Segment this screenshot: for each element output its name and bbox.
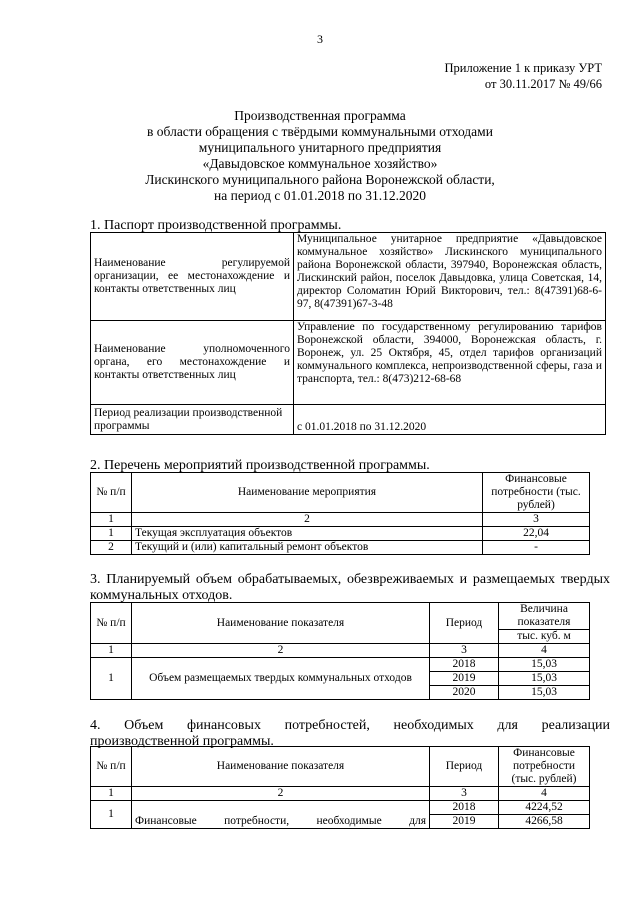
- header-name: Наименование мероприятия: [132, 473, 483, 513]
- title-line: на период с 01.01.2018 по 31.12.2020: [214, 188, 426, 203]
- table-row: [91, 527, 590, 541]
- row-num: 1: [91, 801, 132, 829]
- passport-value: Управление по государственному регулированию тарифов Воронежской области, 394000, Воронежская область, г. Воронеж, ул. 25 Октября, 45, отдел тарифов организаций коммунального комплекса, непроизводственной сферы, газа и транспорта, тел.: 8(473)212-68-68: [294, 321, 606, 405]
- table-row: [91, 658, 590, 672]
- row-year: 2019: [430, 672, 499, 686]
- header-period: Период: [430, 747, 499, 787]
- passport-value: с 01.01.2018 по 31.12.2020: [294, 405, 606, 435]
- passport-label: Наименование регулируемой организации, ее местонахождение и контакты ответственных лиц: [91, 233, 294, 321]
- table-header-row: [91, 473, 590, 513]
- measures-table: [90, 472, 590, 555]
- index-cell: 4: [499, 644, 590, 658]
- header-finance: Финансовые потребности (тыс. рублей): [483, 473, 590, 513]
- index-cell: 3: [430, 644, 499, 658]
- row-value: 22,04: [483, 527, 590, 541]
- section-1-title: 1. Паспорт производственной программы.: [90, 218, 342, 233]
- page-number: 3: [317, 32, 323, 46]
- header-name: Наименование показателя: [132, 747, 430, 787]
- title-word: финансовых: [186, 718, 261, 733]
- row-name: Финансовые потребности, необходимые для: [132, 801, 430, 829]
- index-cell: 2: [132, 787, 430, 801]
- index-cell: 2: [132, 644, 430, 658]
- title-line: Производственная программа: [234, 108, 406, 123]
- header-num: № п/п: [91, 747, 132, 787]
- index-cell: 1: [91, 787, 132, 801]
- title-line: муниципального унитарного предприятия: [198, 140, 442, 155]
- table-row: [91, 321, 606, 405]
- index-cell: 3: [483, 513, 590, 527]
- header-unit: тыс. куб. м: [499, 630, 590, 644]
- row-year: 2020: [430, 686, 499, 700]
- appendix-line-2: от 30.11.2017 № 49/66: [484, 77, 602, 91]
- appendix-note: [445, 60, 603, 92]
- index-cell: 1: [91, 644, 132, 658]
- title-line: Лискинского муниципального района Воронежской области,: [145, 172, 495, 187]
- title-word: Объем: [124, 718, 164, 733]
- row-value: -: [483, 541, 590, 555]
- row-name: Объем размещаемых твердых коммунальных отходов: [132, 658, 430, 700]
- row-num: 2: [91, 541, 132, 555]
- title-word: реализации: [541, 718, 610, 733]
- passport-label: Период реализации производственной программы: [91, 405, 294, 435]
- table-index-row: [91, 644, 590, 658]
- table-index-row: [91, 513, 590, 527]
- passport-value: Муниципальное унитарное предприятие «Давыдовское коммунальное хозяйство» Лискинского муниципального района Воронежской области, 397940, Воронежская область, Лискинский район, поселок Давыдовка, улица Советская, 14, директор Соломатин Юрий Викторович, тел.: 8(47391)68-6-97, 8(47391)67-3-48: [294, 233, 606, 321]
- title-line: в области обращения с твёрдыми коммунальными отходами: [147, 124, 493, 139]
- row-name: Текущая эксплуатация объектов: [132, 527, 483, 541]
- waste-volume-table: [90, 602, 590, 700]
- table-row: [91, 801, 590, 815]
- row-value: 15,03: [499, 672, 590, 686]
- index-cell: 1: [91, 513, 132, 527]
- header-finance: Финансовые потребности (тыс. рублей): [499, 747, 590, 787]
- header-value: Величина показателя: [499, 603, 590, 630]
- row-year: 2018: [430, 801, 499, 815]
- row-year: 2019: [430, 815, 499, 829]
- title-word: для: [497, 718, 518, 733]
- row-value: 4266,58: [499, 815, 590, 829]
- title-word: потребностей,: [284, 718, 370, 733]
- row-num: 1: [91, 527, 132, 541]
- title-word: необходимых: [393, 718, 474, 733]
- title-word: 4.: [90, 718, 101, 733]
- passport-table: [90, 232, 606, 435]
- table-header-row: [91, 747, 590, 787]
- row-value: 15,03: [499, 686, 590, 700]
- table-header-row: [91, 603, 590, 630]
- row-value: 4224,52: [499, 801, 590, 815]
- row-year: 2018: [430, 658, 499, 672]
- passport-label: Наименование уполномоченного органа, его местонахождение и контакты ответственных лиц: [91, 321, 294, 405]
- title-line: «Давыдовское коммунальное хозяйство»: [202, 156, 438, 171]
- section-4-title-line-2: производственной программы.: [90, 734, 274, 749]
- section-3-title: 3. Планируемый объем обрабатываемых, обезвреживаемых и размещаемых твердых коммунальных отходов.: [90, 572, 610, 603]
- index-cell: 4: [499, 787, 590, 801]
- table-row: [91, 405, 606, 435]
- table-row: [91, 541, 590, 555]
- header-period: Период: [430, 603, 499, 644]
- row-value: 15,03: [499, 658, 590, 672]
- row-num: 1: [91, 658, 132, 700]
- row-name: Текущий и (или) капитальный ремонт объектов: [132, 541, 483, 555]
- finance-table: [90, 746, 590, 829]
- table-row: [91, 233, 606, 321]
- document-title: [80, 108, 560, 204]
- header-num: № п/п: [91, 603, 132, 644]
- table-index-row: [91, 787, 590, 801]
- appendix-line-1: Приложение 1 к приказу УРТ: [444, 61, 602, 75]
- index-cell: 3: [430, 787, 499, 801]
- index-cell: 2: [132, 513, 483, 527]
- section-2-title: 2. Перечень мероприятий производственной программы.: [90, 458, 430, 473]
- header-num: № п/п: [91, 473, 132, 513]
- section-4-title-line-1: [90, 718, 610, 734]
- header-name: Наименование показателя: [132, 603, 430, 644]
